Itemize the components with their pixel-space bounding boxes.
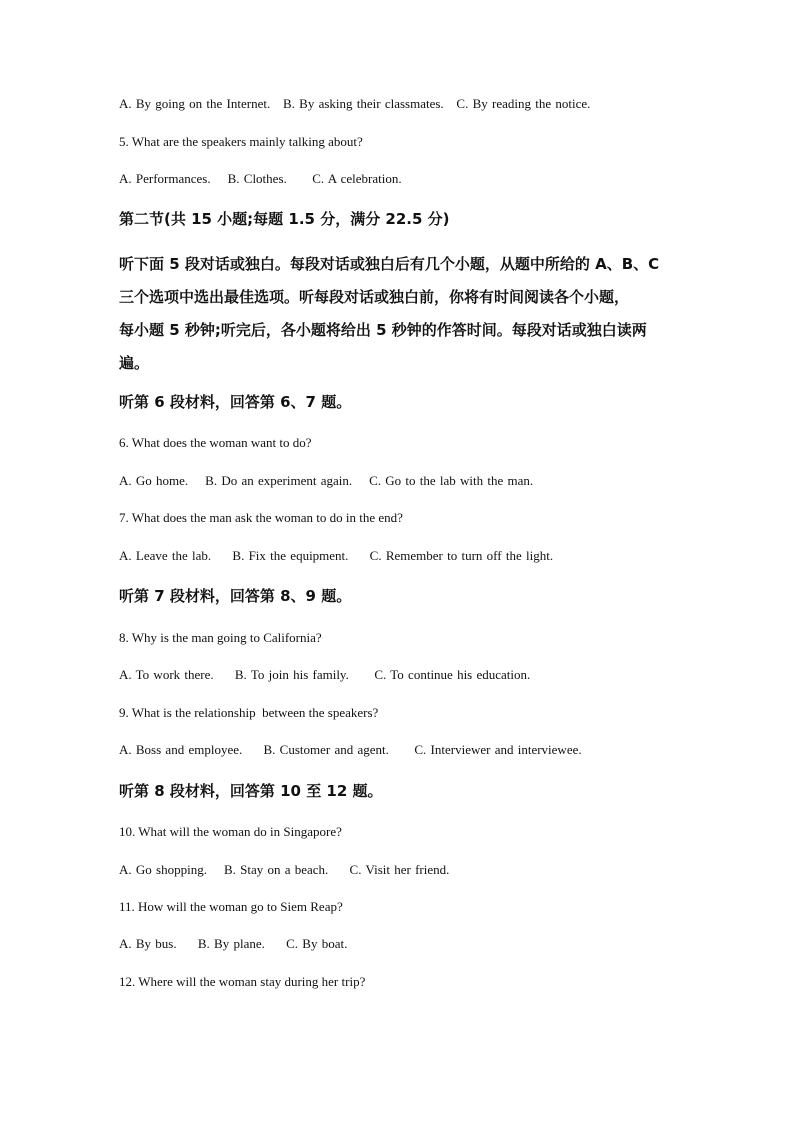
instructions-line: 每小题 5 秒钟;听完后，各小题将给出 5 秒钟的作答时间。每段对话或独白读两 — [119, 321, 647, 339]
passage6-heading: 听第 6 段材料，回答第 6、7 题。 — [119, 393, 352, 411]
q5-question: 5. What are the speakers mainly talking about? — [119, 134, 363, 149]
q6-question: 6. What does the woman want to do? — [119, 435, 312, 450]
q11-options: A. By bus. B. By plane. C. By boat. — [119, 936, 348, 951]
q5-options: A. Performances. B. Clothes. C. A celebration. — [119, 171, 402, 186]
q7-question: 7. What does the man ask the woman to do in the end? — [119, 510, 403, 525]
q4-options: A. By going on the Internet. B. By asking their classmates. C. By reading the notice. — [119, 96, 591, 111]
instructions-line: 听下面 5 段对话或独白。每段对话或独白后有几个小题，从题中所给的 A、B、C — [119, 255, 660, 273]
q8-options: A. To work there. B. To join his family. C. To continue his education. — [119, 667, 531, 682]
q8-question: 8. Why is the man going to California? — [119, 630, 322, 645]
q11-question: 11. How will the woman go to Siem Reap? — [119, 899, 343, 914]
passage8-heading: 听第 8 段材料，回答第 10 至 12 题。 — [119, 782, 383, 800]
q10-options: A. Go shopping. B. Stay on a beach. C. Visit her friend. — [119, 862, 450, 877]
instructions-line: 三个选项中选出最佳选项。听每段对话或独白前，你将有时间阅读各个小题， — [119, 288, 630, 306]
q9-question: 9. What is the relationship between the speakers? — [119, 705, 379, 720]
instructions-line: 遍。 — [119, 354, 150, 372]
q10-question: 10. What will the woman do in Singapore? — [119, 824, 342, 839]
q7-options: A. Leave the lab. B. Fix the equipment. C. Remember to turn off the light. — [119, 548, 554, 563]
q6-options: A. Go home. B. Do an experiment again. C. Go to the lab with the man. — [119, 473, 534, 488]
q12-question: 12. Where will the woman stay during her trip? — [119, 974, 366, 989]
section2-heading: 第二节(共 15 小题;每题 1.5 分，满分 22.5 分) — [119, 210, 450, 228]
section2-instructions — [119, 248, 689, 380]
passage7-heading: 听第 7 段材料，回答第 8、9 题。 — [119, 587, 352, 605]
q9-options: A. Boss and employee. B. Customer and agent. C. Interviewer and interviewee. — [119, 742, 582, 757]
